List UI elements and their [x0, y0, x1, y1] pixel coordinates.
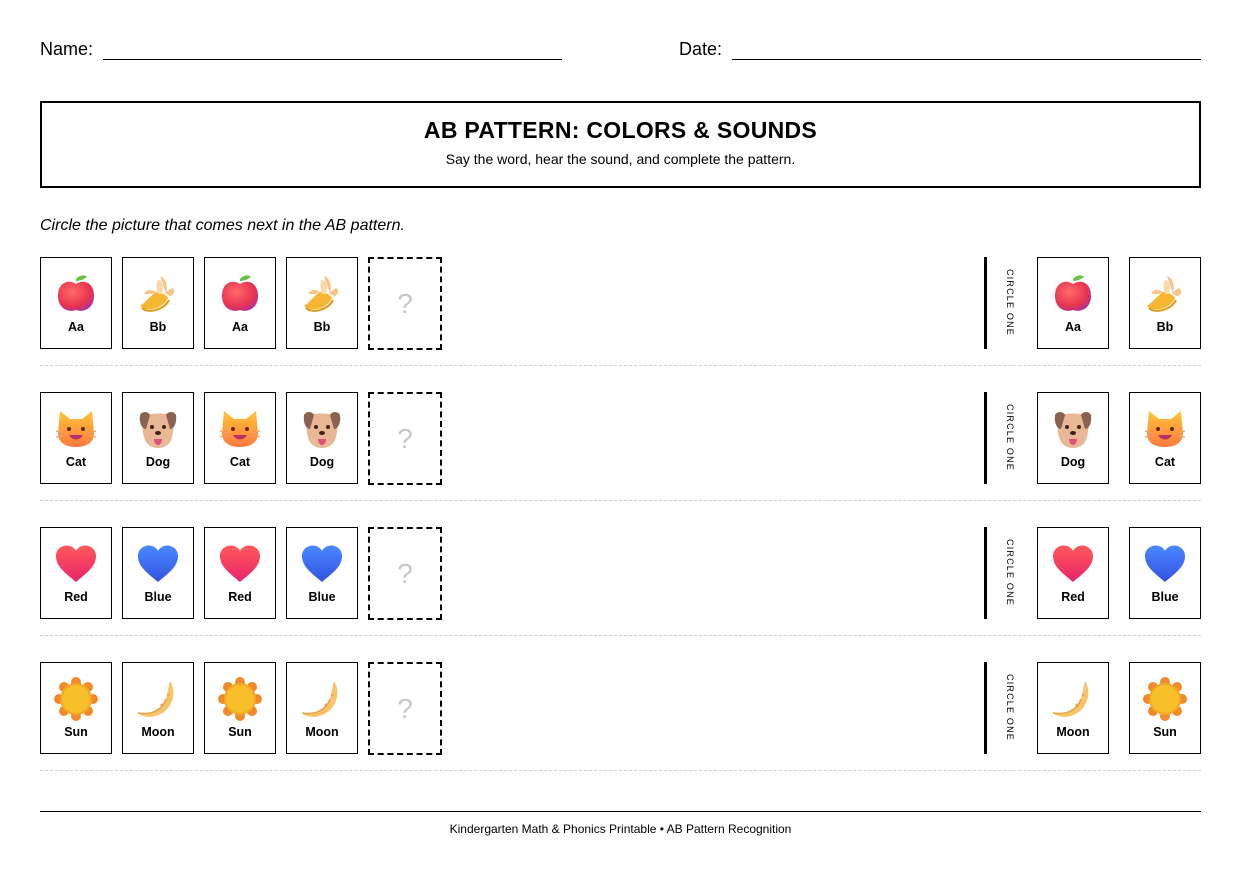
banana-icon: [1143, 272, 1187, 316]
card-word: Cat: [229, 455, 251, 469]
sequence-card: [40, 662, 112, 754]
banana-icon: [136, 272, 180, 316]
choice-card[interactable]: [1129, 392, 1201, 484]
red-heart-icon: [218, 542, 262, 586]
card-word: Blue: [1151, 590, 1179, 604]
sequence-card: [122, 392, 194, 484]
card-word: Bb: [1156, 320, 1174, 334]
blue-heart-icon: [1143, 542, 1187, 586]
banana-icon: [300, 272, 344, 316]
moon-icon: [1051, 677, 1095, 721]
dog-icon: [1051, 407, 1095, 451]
card-word: Cat: [1154, 455, 1176, 469]
card-word: Dog: [309, 455, 335, 469]
blank-answer-card[interactable]: [368, 662, 442, 755]
instructions: Circle the picture that comes next in the AB pattern.: [40, 217, 405, 234]
footer-text: Kindergarten Math & Phonics Printable • AB Pattern Recognition: [449, 822, 792, 836]
card-word: Dog: [1060, 455, 1086, 469]
sequence-card: [122, 257, 194, 349]
blue-heart-icon: [136, 542, 180, 586]
circle-one-label: CIRCLE ONE: [1005, 674, 1015, 742]
choice-card[interactable]: [1129, 257, 1201, 349]
choice-card[interactable]: [1129, 662, 1201, 754]
card-word: Aa: [232, 320, 248, 334]
moon-icon: [300, 677, 344, 721]
cat-icon: [1143, 407, 1187, 451]
pattern-row: [40, 392, 1201, 484]
circle-one-label: CIRCLE ONE: [1005, 269, 1015, 337]
card-word: Red: [228, 590, 252, 604]
dog-icon: [136, 407, 180, 451]
red-heart-icon: [1051, 542, 1095, 586]
sequence-card: [122, 527, 194, 619]
footer-divider: [40, 811, 1201, 812]
circle-one-label: CIRCLE ONE: [1005, 404, 1015, 472]
row-divider: [40, 500, 1201, 501]
question-mark-icon: ?: [397, 692, 413, 724]
blank-answer-card[interactable]: [368, 392, 442, 485]
card-word: Sun: [1153, 725, 1177, 739]
apple-icon: [1051, 272, 1095, 316]
sequence-card: [286, 257, 358, 349]
card-word: Blue: [144, 590, 172, 604]
choice-separator: [984, 527, 987, 619]
card-word: Aa: [68, 320, 84, 334]
title-box: [40, 101, 1201, 188]
card-word: Dog: [145, 455, 171, 469]
question-mark-icon: ?: [397, 557, 413, 589]
sequence-card: [204, 527, 276, 619]
circle-one-label: CIRCLE ONE: [1005, 539, 1015, 607]
card-word: Blue: [308, 590, 336, 604]
sequence-card: [40, 527, 112, 619]
apple-icon: [54, 272, 98, 316]
page-title: AB PATTERN: COLORS & SOUNDS: [423, 117, 818, 143]
row-divider: [40, 365, 1201, 366]
pattern-row: [40, 257, 1201, 349]
choice-card[interactable]: [1037, 527, 1109, 619]
card-word: Red: [1061, 590, 1085, 604]
question-mark-icon: ?: [397, 422, 413, 454]
sequence-card: [286, 662, 358, 754]
sequence-card: [40, 392, 112, 484]
card-word: Bb: [149, 320, 167, 334]
sun-icon: [218, 677, 262, 721]
choice-separator: [984, 257, 987, 349]
card-word: Aa: [1065, 320, 1081, 334]
sequence-card: [204, 257, 276, 349]
card-word: Sun: [228, 725, 252, 739]
card-word: Moon: [1056, 725, 1090, 739]
date-label: Date:: [679, 39, 723, 59]
choice-separator: [984, 662, 987, 754]
choice-card[interactable]: [1129, 527, 1201, 619]
name-field: [40, 38, 562, 60]
blank-answer-card[interactable]: [368, 257, 442, 350]
sequence-card: [286, 392, 358, 484]
sequence-card: [286, 527, 358, 619]
date-field: [679, 38, 1201, 60]
apple-icon: [218, 272, 262, 316]
row-divider: [40, 770, 1201, 771]
moon-icon: [136, 677, 180, 721]
cat-icon: [218, 407, 262, 451]
question-mark-icon: ?: [397, 287, 413, 319]
card-word: Bb: [313, 320, 331, 334]
sequence-card: [40, 257, 112, 349]
choice-card[interactable]: [1037, 257, 1109, 349]
card-word: Cat: [65, 455, 87, 469]
card-word: Moon: [305, 725, 339, 739]
name-blank-line[interactable]: [103, 38, 562, 60]
choice-separator: [984, 392, 987, 484]
sun-icon: [1143, 677, 1187, 721]
row-divider: [40, 635, 1201, 636]
red-heart-icon: [54, 542, 98, 586]
card-word: Moon: [141, 725, 175, 739]
sun-icon: [54, 677, 98, 721]
page-subtitle: Say the word, hear the sound, and complete the pattern.: [445, 151, 796, 167]
blue-heart-icon: [300, 542, 344, 586]
sequence-card: [204, 662, 276, 754]
date-blank-line[interactable]: [732, 38, 1201, 60]
card-word: Red: [64, 590, 88, 604]
card-word: Sun: [64, 725, 88, 739]
cat-icon: [54, 407, 98, 451]
name-label: Name:: [40, 39, 94, 59]
choice-card[interactable]: [1037, 662, 1109, 754]
pattern-row: [40, 527, 1201, 619]
pattern-row: [40, 662, 1201, 754]
dog-icon: [300, 407, 344, 451]
choice-card[interactable]: [1037, 392, 1109, 484]
sequence-card: [204, 392, 276, 484]
sequence-card: [122, 662, 194, 754]
blank-answer-card[interactable]: [368, 527, 442, 620]
